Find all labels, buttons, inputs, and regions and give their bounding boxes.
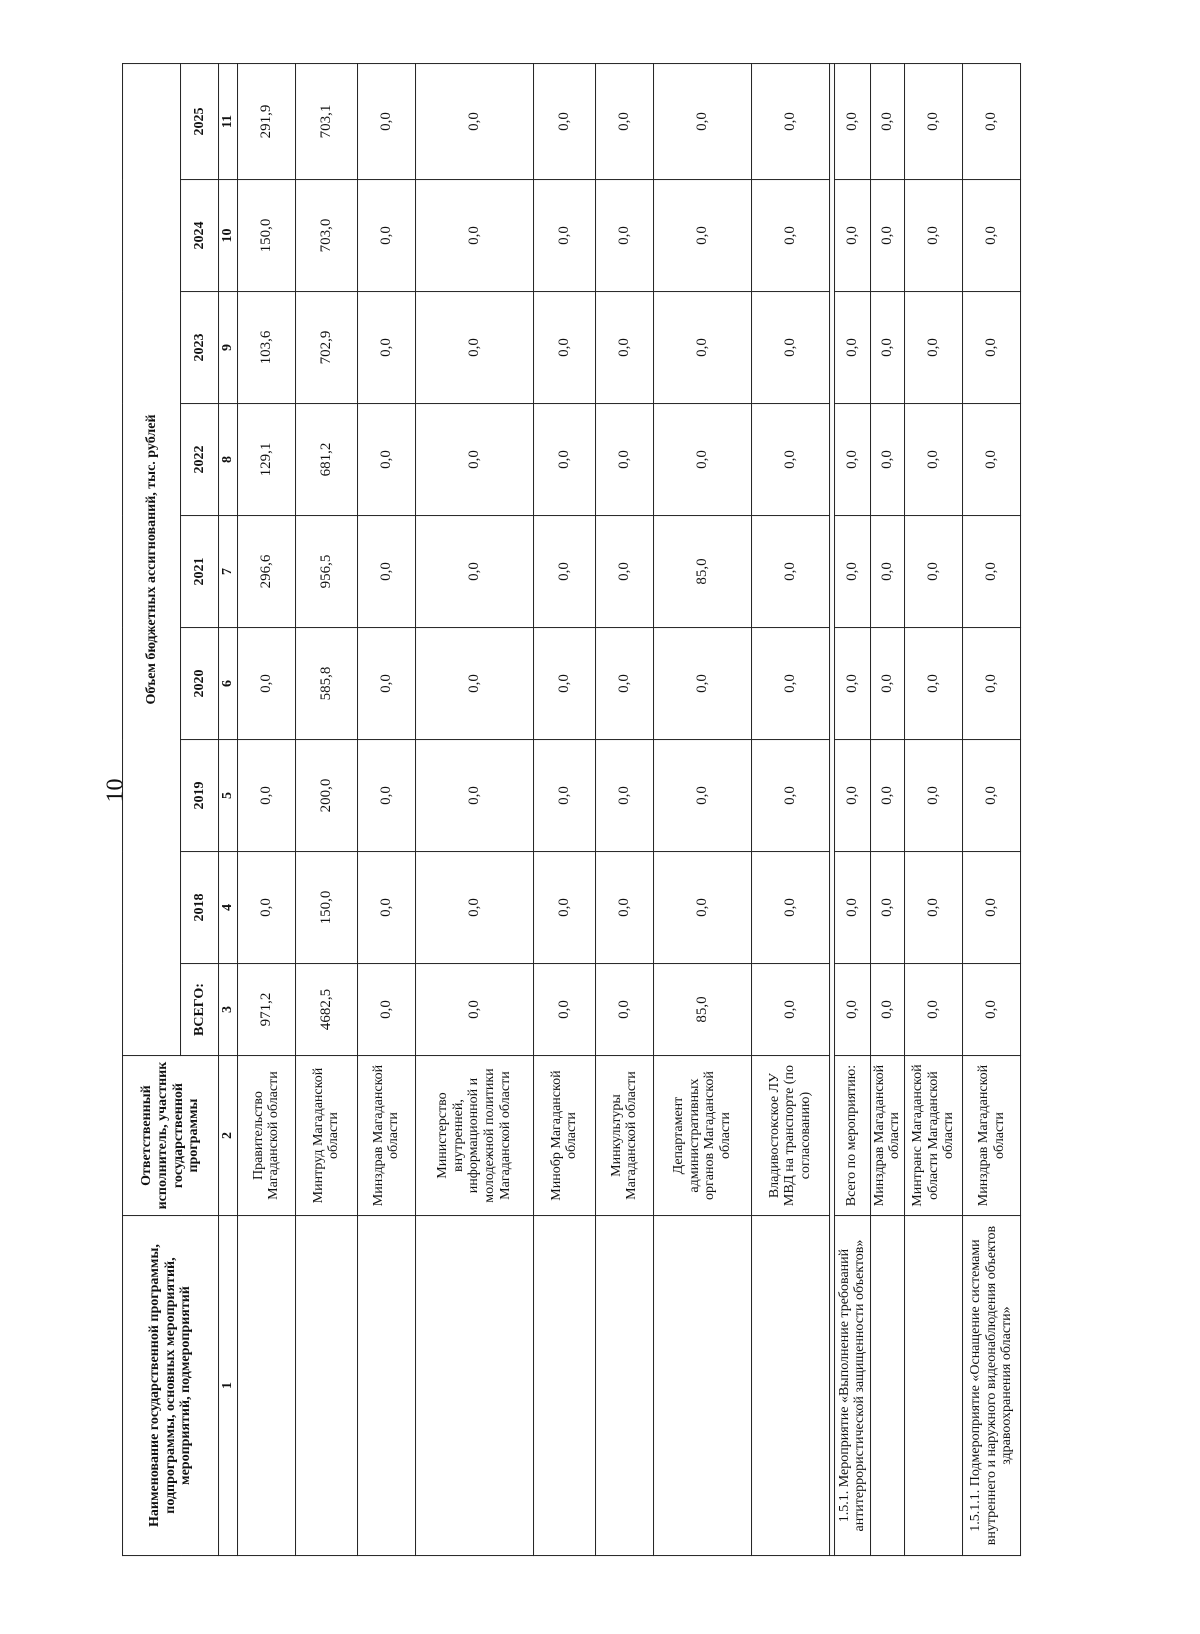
value-cell: 0,0 — [963, 852, 1021, 964]
column-number: 11 — [219, 63, 238, 179]
name-cell — [533, 1216, 595, 1556]
value-cell: 0,0 — [415, 740, 533, 852]
value-cell: 0,0 — [595, 740, 653, 852]
value-cell: 150,0 — [295, 852, 357, 964]
table-row — [653, 63, 751, 1555]
value-cell: 0,0 — [237, 628, 295, 740]
value-cell: 0,0 — [834, 292, 870, 404]
table-row — [533, 63, 595, 1555]
value-cell: 0,0 — [357, 740, 415, 852]
column-number: 6 — [219, 628, 238, 740]
header-year: 2020 — [181, 628, 219, 740]
header-budget: Объем бюджетных ассигнований, тыс. рублей — [123, 63, 181, 1055]
page-number: 10 — [102, 778, 129, 803]
header-year: 2024 — [181, 180, 219, 292]
value-cell: 0,0 — [415, 292, 533, 404]
value-cell: 0,0 — [870, 852, 904, 964]
value-cell: 681,2 — [295, 404, 357, 516]
value-cell: 200,0 — [295, 740, 357, 852]
value-cell: 0,0 — [595, 964, 653, 1056]
name-cell: 1.5.1. Мероприятие «Выполнение требований антитеррористической защищенности объектов» — [834, 1216, 870, 1556]
value-cell: 0,0 — [533, 852, 595, 964]
value-cell: 0,0 — [357, 63, 415, 179]
value-cell: 0,0 — [905, 63, 963, 179]
value-cell: 0,0 — [870, 63, 904, 179]
header-year: 2021 — [181, 516, 219, 628]
value-cell: 956,5 — [295, 516, 357, 628]
value-cell: 0,0 — [415, 404, 533, 516]
executor-cell: Минкультуры Магаданской области — [595, 1056, 653, 1216]
value-cell: 0,0 — [595, 628, 653, 740]
value-cell: 0,0 — [834, 852, 870, 964]
value-cell: 0,0 — [653, 628, 751, 740]
value-cell: 0,0 — [963, 180, 1021, 292]
value-cell: 4682,5 — [295, 964, 357, 1056]
value-cell: 0,0 — [237, 740, 295, 852]
value-cell: 0,0 — [415, 516, 533, 628]
budget-table — [122, 63, 1021, 1556]
header-year: 2022 — [181, 404, 219, 516]
value-cell: 0,0 — [415, 180, 533, 292]
value-cell: 0,0 — [595, 516, 653, 628]
value-cell: 0,0 — [595, 180, 653, 292]
value-cell: 0,0 — [595, 852, 653, 964]
value-cell: 0,0 — [653, 63, 751, 179]
header-year: 2019 — [181, 740, 219, 852]
value-cell: 0,0 — [751, 852, 829, 964]
value-cell: 0,0 — [905, 516, 963, 628]
table-row — [963, 63, 1021, 1555]
value-cell: 291,9 — [237, 63, 295, 179]
value-cell: 0,0 — [533, 964, 595, 1056]
table-row — [357, 63, 415, 1555]
value-cell: 0,0 — [533, 404, 595, 516]
table-frame — [133, 52, 1015, 1546]
value-cell: 0,0 — [834, 740, 870, 852]
value-cell: 0,0 — [963, 628, 1021, 740]
header-year: 2018 — [181, 852, 219, 964]
column-number: 2 — [219, 1056, 238, 1216]
value-cell: 0,0 — [905, 180, 963, 292]
value-cell: 85,0 — [653, 964, 751, 1056]
value-cell: 0,0 — [963, 964, 1021, 1056]
column-number-row — [219, 63, 238, 1555]
value-cell: 0,0 — [834, 180, 870, 292]
value-cell: 0,0 — [751, 964, 829, 1056]
value-cell: 0,0 — [834, 964, 870, 1056]
value-cell: 585,8 — [295, 628, 357, 740]
name-cell — [415, 1216, 533, 1556]
executor-cell: Всего по мероприятию: — [834, 1056, 870, 1216]
header-name: Наименование государственной программы, подпрограммы, основных мероприятий, мероприятий, подмероприятий — [123, 1216, 219, 1556]
value-cell: 0,0 — [533, 63, 595, 179]
value-cell: 0,0 — [357, 964, 415, 1056]
value-cell: 0,0 — [751, 63, 829, 179]
value-cell: 703,0 — [295, 180, 357, 292]
value-cell: 0,0 — [905, 852, 963, 964]
value-cell: 0,0 — [595, 404, 653, 516]
table-body — [237, 63, 1020, 1555]
value-cell: 0,0 — [533, 292, 595, 404]
value-cell: 0,0 — [357, 516, 415, 628]
table-row — [751, 63, 829, 1555]
value-cell: 150,0 — [237, 180, 295, 292]
executor-cell: Правительство Магаданской области — [237, 1056, 295, 1216]
value-cell: 0,0 — [905, 292, 963, 404]
value-cell: 0,0 — [870, 180, 904, 292]
value-cell: 0,0 — [357, 852, 415, 964]
column-number: 3 — [219, 964, 238, 1056]
name-cell — [751, 1216, 829, 1556]
executor-cell: Минобр Магаданской области — [533, 1056, 595, 1216]
column-number: 10 — [219, 180, 238, 292]
value-cell: 971,2 — [237, 964, 295, 1056]
value-cell: 0,0 — [751, 292, 829, 404]
value-cell: 0,0 — [963, 740, 1021, 852]
column-number: 4 — [219, 852, 238, 964]
value-cell: 0,0 — [870, 292, 904, 404]
header-row-1 — [123, 63, 181, 1555]
value-cell: 0,0 — [237, 852, 295, 964]
value-cell: 0,0 — [533, 740, 595, 852]
executor-cell: Министерство внутренней, информационной и молодежной политики Магаданской области — [415, 1056, 533, 1216]
value-cell: 0,0 — [415, 964, 533, 1056]
value-cell: 0,0 — [834, 404, 870, 516]
value-cell: 0,0 — [415, 852, 533, 964]
value-cell: 0,0 — [963, 404, 1021, 516]
name-cell — [237, 1216, 295, 1556]
value-cell: 0,0 — [653, 404, 751, 516]
name-cell — [295, 1216, 357, 1556]
table-row — [595, 63, 653, 1555]
executor-cell: Минтранс Магаданской области Магаданской области — [905, 1056, 963, 1216]
value-cell: 0,0 — [963, 63, 1021, 179]
value-cell: 0,0 — [533, 628, 595, 740]
table-row — [905, 63, 963, 1555]
value-cell: 0,0 — [533, 516, 595, 628]
value-cell: 0,0 — [870, 740, 904, 852]
name-cell: 1.5.1.1. Подмероприятие «Оснащение системами внутреннего и наружного видеонаблюдения объектов здравоохранения области» — [963, 1216, 1021, 1556]
column-number: 5 — [219, 740, 238, 852]
table-row — [415, 63, 533, 1555]
table-row — [870, 63, 904, 1555]
value-cell: 129,1 — [237, 404, 295, 516]
value-cell: 0,0 — [963, 516, 1021, 628]
table-row — [295, 63, 357, 1555]
value-cell: 0,0 — [905, 964, 963, 1056]
table-row — [834, 63, 870, 1555]
value-cell: 0,0 — [870, 964, 904, 1056]
executor-cell: Минздрав Магаданской области — [357, 1056, 415, 1216]
value-cell: 103,6 — [237, 292, 295, 404]
value-cell: 0,0 — [905, 404, 963, 516]
value-cell: 85,0 — [653, 516, 751, 628]
value-cell: 0,0 — [963, 292, 1021, 404]
table-row — [237, 63, 295, 1555]
value-cell: 0,0 — [834, 516, 870, 628]
executor-cell: Владивостокское ЛУ МВД на транспорте (по согласованию) — [751, 1056, 829, 1216]
value-cell: 0,0 — [357, 292, 415, 404]
value-cell: 703,1 — [295, 63, 357, 179]
value-cell: 0,0 — [751, 740, 829, 852]
value-cell: 0,0 — [653, 852, 751, 964]
value-cell: 0,0 — [905, 628, 963, 740]
column-number: 1 — [219, 1216, 238, 1556]
value-cell: 0,0 — [653, 180, 751, 292]
value-cell: 0,0 — [595, 292, 653, 404]
value-cell: 0,0 — [905, 740, 963, 852]
value-cell: 0,0 — [653, 292, 751, 404]
column-number: 8 — [219, 404, 238, 516]
value-cell: 0,0 — [751, 628, 829, 740]
value-cell: 0,0 — [751, 404, 829, 516]
value-cell: 0,0 — [415, 63, 533, 179]
column-number: 7 — [219, 516, 238, 628]
value-cell: 0,0 — [533, 180, 595, 292]
name-cell — [870, 1216, 904, 1556]
value-cell: 0,0 — [834, 628, 870, 740]
name-cell — [653, 1216, 751, 1556]
value-cell: 0,0 — [415, 628, 533, 740]
value-cell: 0,0 — [751, 516, 829, 628]
value-cell: 0,0 — [751, 180, 829, 292]
executor-cell: Департамент административных органов Магаданской области — [653, 1056, 751, 1216]
executor-cell: Минздрав Магаданской области — [870, 1056, 904, 1216]
executor-cell: Минтруд Магаданской области — [295, 1056, 357, 1216]
value-cell: 702,9 — [295, 292, 357, 404]
value-cell: 0,0 — [870, 404, 904, 516]
header-total: ВСЕГО: — [181, 964, 219, 1056]
header-year: 2023 — [181, 292, 219, 404]
executor-cell: Минздрав Магаданской области — [963, 1056, 1021, 1216]
value-cell: 0,0 — [595, 63, 653, 179]
name-cell — [905, 1216, 963, 1556]
column-number: 9 — [219, 292, 238, 404]
name-cell — [357, 1216, 415, 1556]
value-cell: 0,0 — [357, 404, 415, 516]
value-cell: 0,0 — [870, 628, 904, 740]
value-cell: 0,0 — [834, 63, 870, 179]
header-year: 2025 — [181, 63, 219, 179]
value-cell: 0,0 — [870, 516, 904, 628]
header-executor: Ответственный исполнитель, участник государственной программы — [123, 1056, 219, 1216]
name-cell — [595, 1216, 653, 1556]
value-cell: 296,6 — [237, 516, 295, 628]
value-cell: 0,0 — [357, 180, 415, 292]
value-cell: 0,0 — [653, 740, 751, 852]
value-cell: 0,0 — [357, 628, 415, 740]
